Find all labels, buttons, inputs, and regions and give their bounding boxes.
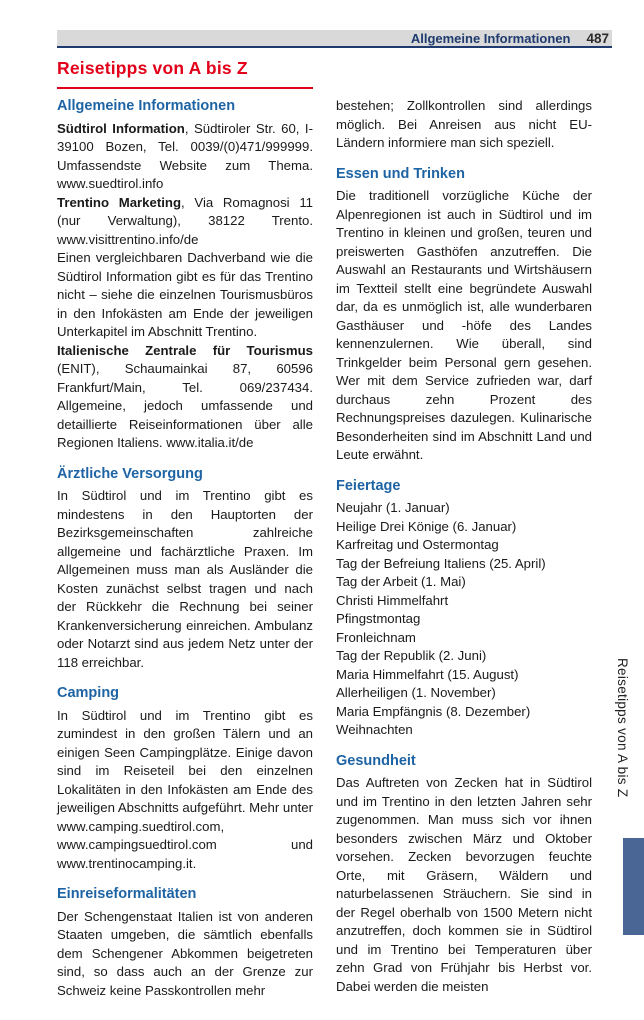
section-heading: Camping (57, 685, 120, 701)
body-text: Das Auftreten von Zecken hat in Südtirol und im Trentino in den letzten Jahren sehr zugenommen. Man muss sich vor ihnen besonders zwischen März und Oktober vorsehen. Zecken bevorzugen feuchte Orte, mit Gräsern, Wäldern und naturbelassenen Sträuchern. Sie sind in der Regel oberhalb von 1500 Metern nicht anzutreffen, doch kommen sie in Südtirol und im Trentino bei Temperaturen über zehn Grad von Frühjahr bis Herbst vor. Dabei werden die meisten (336, 775, 592, 994)
body-text: , Via Romagnosi 11 (nur Verwaltung), 38122 Trento. www.visittrentino.info/de (57, 194, 314, 247)
body-text: Einen vergleichbaren Dachverband wie die Südtirol Information gibt es für das Trentino nicht – siehe die einzelnen Tourismusbüros in den Infokästen am Ende der jeweiligen Unterkapitel im Abschnitt Trentino. (57, 250, 313, 339)
list-line: Neujahr (1. Januar) (336, 500, 450, 515)
body-text: Der Schengenstaat Italien ist von anderen Staaten umgeben, die sämtlich ebenfalls dem Schengener Abkommen beigetreten sind, so dass auch an der Grenze zur Schweiz keine Passkontrollen mehr (57, 908, 313, 998)
list-line: Weihnachten (336, 722, 413, 737)
paragraph (57, 120, 313, 194)
list-line: Pfingstmontag (336, 611, 421, 626)
section (336, 477, 592, 740)
paragraph (57, 487, 313, 672)
page-number: 487 (586, 30, 609, 46)
paragraph (57, 194, 313, 250)
list-line: Tag der Arbeit (1. Mai) (336, 574, 466, 589)
body-text: In Südtirol und im Trentino gibt es zumindest in den großen Tälern und an einigen Seen Campingplätze. Einige davon sind im Reiseteil bei den einzelnen Lokalitäten in den Infokästen am Ende des jeweiligen Abschnitts aufgeführt. Mehr unter www.camping.suedtirol.com, www.campingsuedtirol.com und www.trentinocamping.it. (57, 707, 313, 871)
right-column (336, 97, 592, 1000)
paragraph (336, 774, 592, 996)
page-title: Reisetipps von A bis Z (57, 58, 248, 78)
paragraph (336, 187, 592, 465)
section-heading: Ärztliche Versorgung (57, 465, 203, 482)
section (336, 752, 592, 997)
body-text: (ENIT), Schaumainkai 87, 60596 Frankfurt/Main, Tel. 069/237434. Allgemeine, jedoch umfassende und detaillierte Reiseinformationen über alle Regionen Italiens. www.italia.it/de (57, 361, 313, 450)
title-underline (57, 87, 313, 89)
section (336, 165, 592, 465)
section (336, 97, 592, 153)
bold-text: Trentino Marketing (57, 194, 182, 210)
body-text: Die traditionell vorzügliche Küche der Alpenregionen ist auch in Südtirol und im Trentino in kleinen und großen, teuren und preiswerten Gasthöfen anzutreffen. Die Auswahl an Restaurants und Wirtshäusern im Textteil stellt eine begründete Auswahl dar, da es unmöglich ist, alle wunderbaren Gasthäuser und -höfe des Landes kennenzulernen. Wie überall, sind Trinkgelder beim Personal gern gesehen. Wer mit dem Service zufrieden war, darf durchaus zehn Prozent des Rechnungspreises dazulegen. Kulinarische Besonderheiten sind im Abschnitt Land und Leute erwähnt. (336, 188, 592, 462)
left-column (57, 97, 313, 1000)
body-text: In Südtirol und im Trentino gibt es mindestens in den Hauptorten der Bezirksgemeinschaften zahlreiche allgemeine und fachärztliche Praxen. Im Allgemeinen muss man als Ausländer die Kosten zunächst selbst tragen und nach der Rückkehr die Rechnung bei seiner Krankenversicherung einreichen. Ambulanz oder Notarzt sind aus jedem Netz unter der 118 erreichbar. (57, 488, 313, 670)
body-text: bestehen; Zollkontrollen sind allerdings möglich. Bei Anreisen aus nicht EU-Ländern informiere man sich speziell. (336, 98, 592, 150)
section (57, 97, 313, 453)
margin-tab-label: Reisetipps von A bis Z (615, 658, 630, 798)
body-text: , Südtiroler Str. 60, I-39100 Bozen, Tel. 0039/(0)471/999999. Umfassendste Website zum Thema. www.suedtirol.info (57, 120, 313, 191)
list-line: Christi Himmelfahrt (336, 592, 449, 608)
list-line: Maria Empfängnis (8. Dezember) (336, 703, 531, 719)
paragraph (57, 908, 313, 1001)
margin-tab-marker (623, 838, 644, 935)
list-line: Tag der Befreiung Italiens (25. April) (336, 555, 546, 571)
section-heading: Gesundheit (336, 752, 416, 769)
text-columns (57, 97, 592, 1000)
bold-text: Südtirol Information (57, 120, 185, 136)
list-line: Karfreitag und Ostermontag (336, 537, 499, 552)
bold-text: Italienische Zentrale für Tourismus (57, 342, 313, 358)
list-line: Heilige Drei Könige (6. Januar) (336, 518, 517, 534)
section-heading: Allgemeine Informationen (57, 98, 236, 114)
section (57, 684, 313, 873)
paragraph (57, 249, 313, 342)
list-line: Maria Himmelfahrt (15. August) (336, 666, 519, 682)
section-heading: Feiertage (336, 477, 401, 494)
paragraph (57, 707, 313, 874)
section (57, 885, 313, 1000)
page-header (57, 30, 612, 48)
list-line: Tag der Republik (2. Juni) (336, 648, 487, 663)
section-heading: Einreiseformalitäten (57, 886, 197, 902)
list-line: Fronleichnam (336, 629, 416, 645)
paragraph (57, 342, 313, 453)
section-heading: Essen und Trinken (336, 165, 465, 182)
section (57, 465, 313, 673)
paragraph (336, 97, 592, 153)
list-line: Allerheiligen (1. November) (336, 685, 496, 700)
header-section-title: Allgemeine Informationen (410, 30, 571, 46)
